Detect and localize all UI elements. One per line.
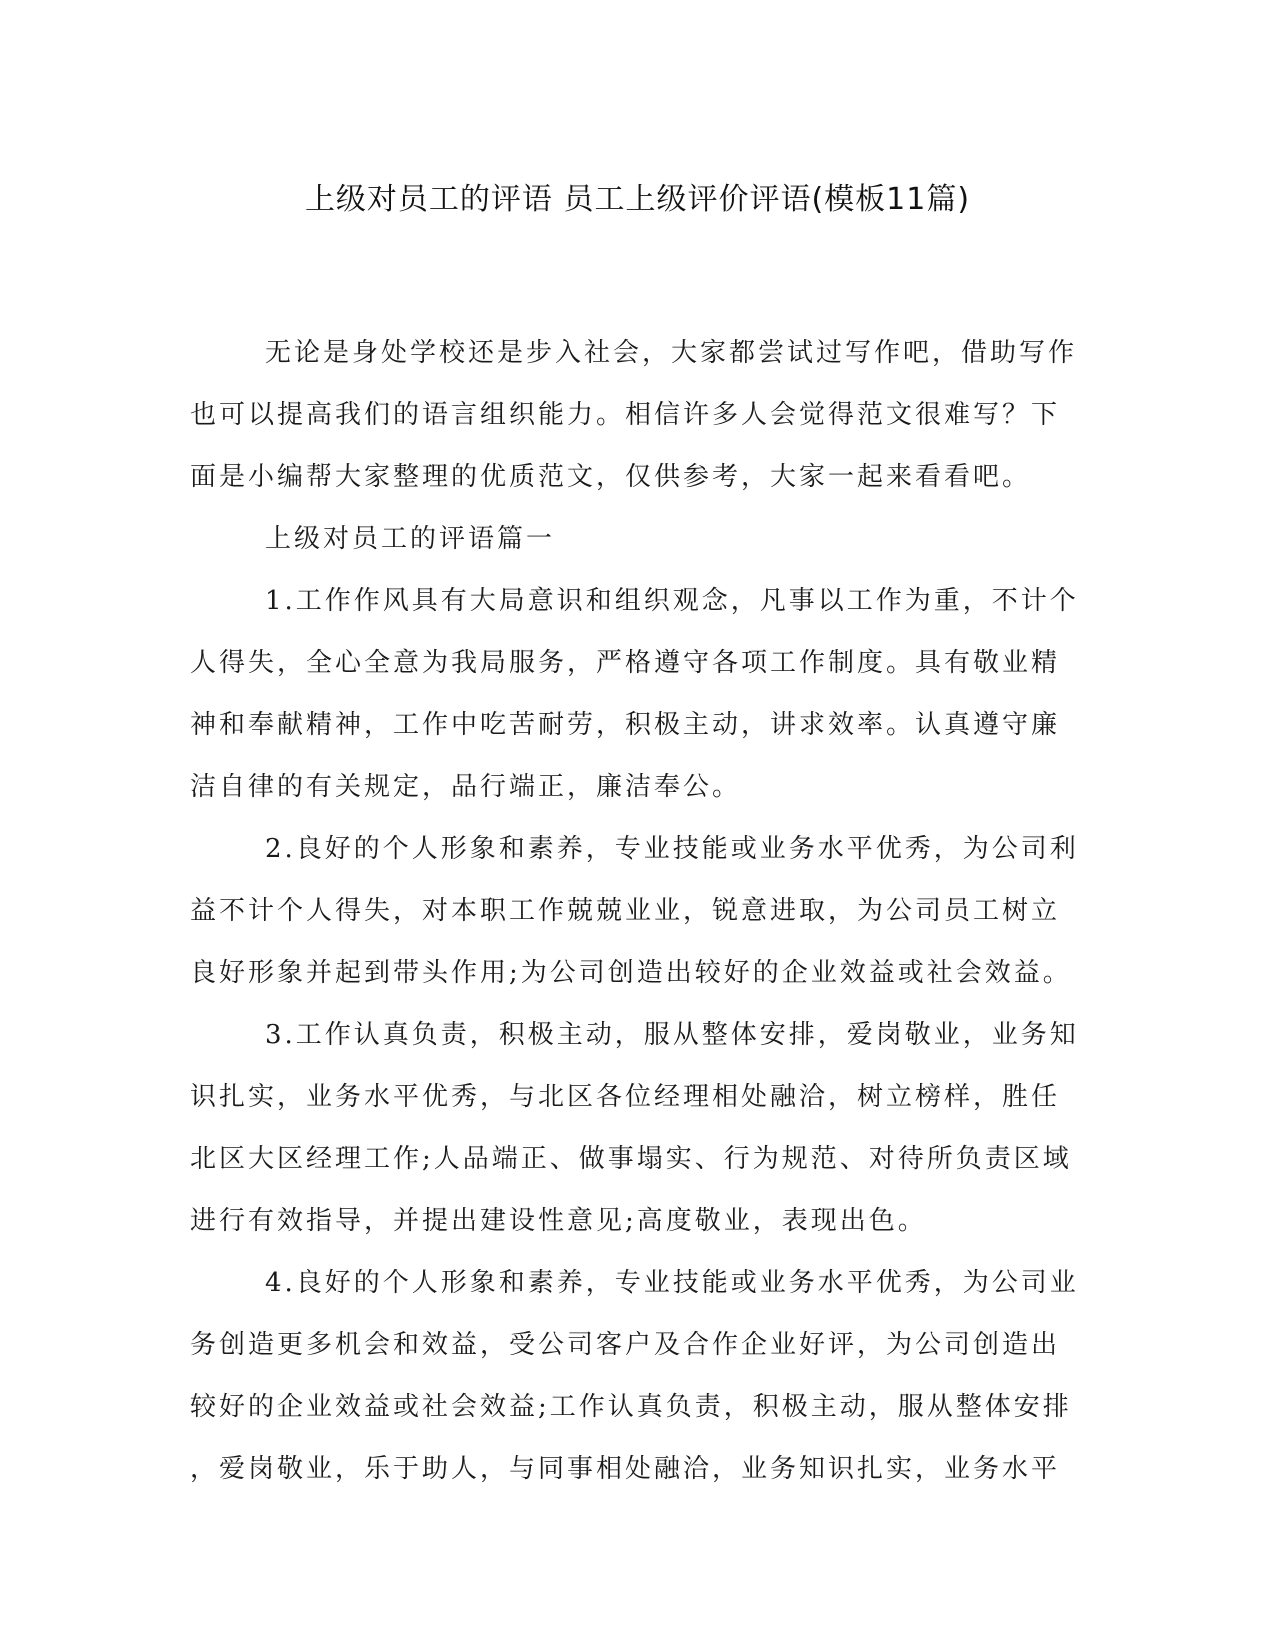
document-title: 上级对员工的评语 员工上级评价评语(模板11篇) [304,182,971,217]
paragraph-line: 1.工作作风具有大局意识和组织观念，凡事以工作为重，不计个 [265,586,1079,616]
paragraph-line: 益不计个人得失，对本职工作兢兢业业，锐意进取，为公司员工树立 [190,896,1061,926]
paragraph-line: 神和奉献精神，工作中吃苦耐劳，积极主动，讲求效率。认真遵守廉 [190,710,1061,740]
paragraph-line: 4.良好的个人形象和素养，专业技能或业务水平优秀，为公司业 [265,1268,1079,1298]
paragraph-line: 务创造更多机会和效益，受公司客户及合作企业好评，为公司创造出 [190,1330,1061,1360]
paragraph-line: 进行有效指导，并提出建设性意见;高度敬业，表现出色。 [190,1206,927,1236]
paragraph-line: 2.良好的个人形象和素养，专业技能或业务水平优秀，为公司利 [265,834,1079,864]
paragraph-line: 无论是身处学校还是步入社会，大家都尝试过写作吧，借助写作 [265,338,1078,368]
paragraph-line: 良好形象并起到带头作用;为公司创造出较好的企业效益或社会效益。 [190,958,1072,988]
paragraph-line: 识扎实，业务水平优秀，与北区各位经理相处融洽，树立榜样，胜任 [190,1082,1061,1112]
paragraph-line: 洁自律的有关规定，品行端正，廉洁奉公。 [190,772,742,802]
paragraph-line: 人得失，全心全意为我局服务，严格遵守各项工作制度。具有敬业精 [190,648,1061,678]
paragraph-line: ，爱岗敬业，乐于助人，与同事相处融洽，业务知识扎实，业务水平 [190,1454,1061,1484]
document-body [190,322,1079,1500]
section-heading: 上级对员工的评语篇一 [265,524,556,554]
paragraph-line: 北区大区经理工作;人品端正、做事塌实、行为规范、对待所负责区域 [190,1144,1072,1174]
paragraph-line: 3.工作认真负责，积极主动，服从整体安排，爱岗敬业，业务知 [265,1020,1079,1050]
paragraph-line: 较好的企业效益或社会效益;工作认真负责，积极主动，服从整体安排 [190,1392,1072,1422]
paragraph-line: 面是小编帮大家整理的优质范文，仅供参考，大家一起来看看吧。 [190,462,1032,492]
paragraph-line: 也可以提高我们的语言组织能力。相信许多人会觉得范文很难写？下 [190,400,1061,430]
